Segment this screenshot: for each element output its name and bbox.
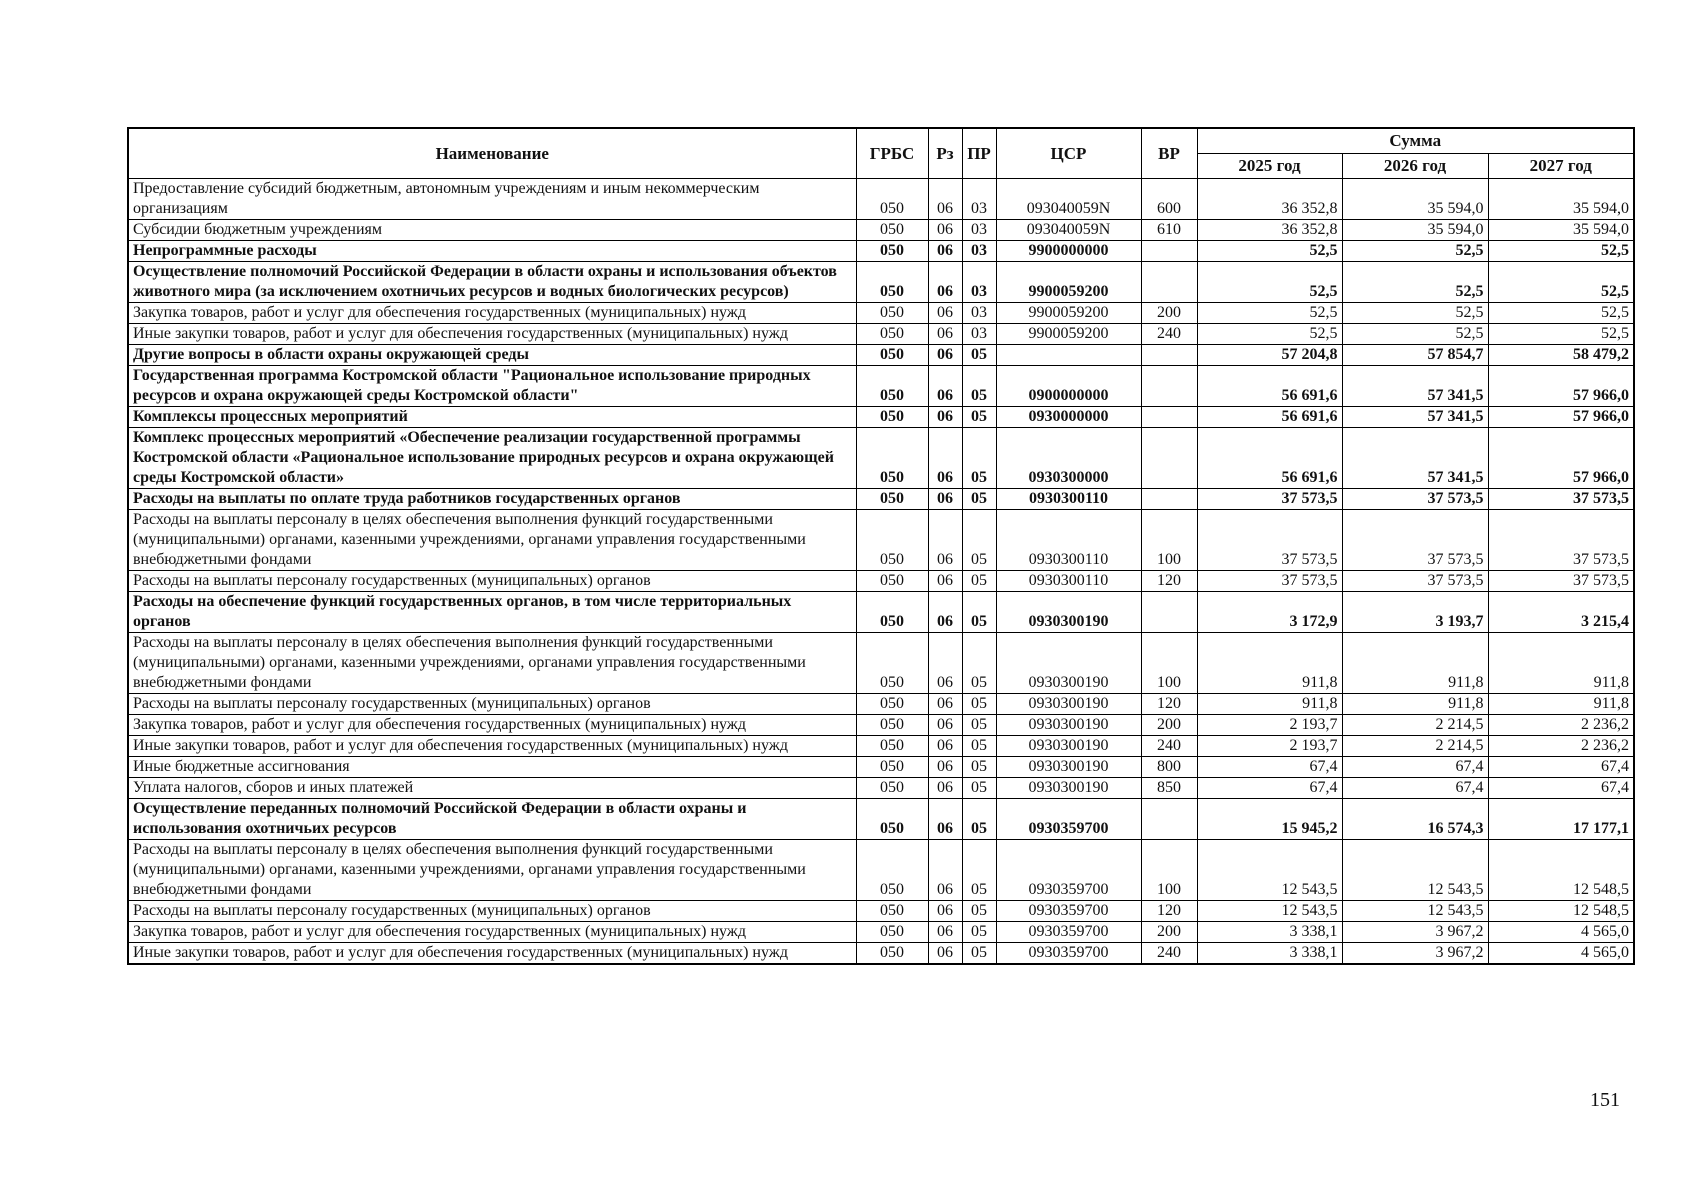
table-row [128,778,1634,799]
table-row [128,633,1634,694]
row-rz: 06 [928,757,962,778]
row-name: Осуществление переданных полномочий Российской Федерации в области охраны и использования охотничьих ресурсов [128,799,856,840]
row-rz: 06 [928,262,962,303]
row-csr: 0930300110 [996,510,1141,571]
row-grbs: 050 [856,799,928,840]
row-pr: 05 [962,736,996,757]
row-sum-2026: 67,4 [1342,778,1488,799]
row-pr: 05 [962,407,996,428]
row-csr: 9900059200 [996,262,1141,303]
row-rz: 06 [928,799,962,840]
row-rz: 06 [928,694,962,715]
row-csr: 0930300190 [996,778,1141,799]
header-year-2025: 2025 год [1197,154,1342,179]
table-row [128,715,1634,736]
row-vr: 600 [1141,179,1197,220]
row-rz: 06 [928,510,962,571]
row-sum-2025: 37 573,5 [1197,571,1342,592]
row-sum-2027: 37 573,5 [1488,571,1634,592]
row-sum-2026: 37 573,5 [1342,510,1488,571]
row-sum-2027: 17 177,1 [1488,799,1634,840]
row-sum-2027: 2 236,2 [1488,736,1634,757]
row-grbs: 050 [856,345,928,366]
table-row [128,736,1634,757]
row-pr: 05 [962,694,996,715]
row-name: Осуществление полномочий Российской Федерации в области охраны и использования объектов животного мира (за исключением охотничьих ресурсов и водных биологических ресурсов) [128,262,856,303]
header-pr: ПР [962,128,996,179]
row-pr: 05 [962,778,996,799]
row-grbs: 050 [856,901,928,922]
row-sum-2026: 35 594,0 [1342,179,1488,220]
header-grbs: ГРБС [856,128,928,179]
row-rz: 06 [928,303,962,324]
row-grbs: 050 [856,694,928,715]
row-sum-2026: 12 543,5 [1342,901,1488,922]
row-sum-2026: 57 341,5 [1342,428,1488,489]
row-rz: 06 [928,715,962,736]
row-sum-2027: 58 479,2 [1488,345,1634,366]
row-vr: 610 [1141,220,1197,241]
row-sum-2025: 12 543,5 [1197,901,1342,922]
row-sum-2025: 3 338,1 [1197,943,1342,965]
row-pr: 05 [962,715,996,736]
table-row [128,840,1634,901]
table-row [128,694,1634,715]
row-grbs: 050 [856,324,928,345]
row-grbs: 050 [856,179,928,220]
row-name: Комплекс процессных мероприятий «Обеспечение реализации государственной программы Костромской области «Рациональное использование природных ресурсов и охрана окружающей среды Костромской области» [128,428,856,489]
row-sum-2026: 57 341,5 [1342,366,1488,407]
table-row [128,324,1634,345]
row-sum-2027: 2 236,2 [1488,715,1634,736]
row-sum-2026: 911,8 [1342,694,1488,715]
page-number: 151 [1590,1089,1620,1111]
row-csr: 0930359700 [996,943,1141,965]
row-sum-2025: 36 352,8 [1197,220,1342,241]
row-name: Иные закупки товаров, работ и услуг для обеспечения государственных (муниципальных) нужд [128,943,856,965]
row-grbs: 050 [856,778,928,799]
row-sum-2026: 12 543,5 [1342,840,1488,901]
row-rz: 06 [928,736,962,757]
row-sum-2025: 37 573,5 [1197,489,1342,510]
row-sum-2025: 52,5 [1197,262,1342,303]
row-name: Расходы на выплаты персоналу в целях обеспечения выполнения функций государственными (муниципальными) органами, казенными учреждениями, органами управления государственными внебюджетными фондами [128,840,856,901]
row-csr: 093040059N [996,179,1141,220]
table-row [128,345,1634,366]
row-sum-2027: 35 594,0 [1488,179,1634,220]
table-row [128,428,1634,489]
table-row [128,592,1634,633]
row-sum-2026: 67,4 [1342,757,1488,778]
row-vr: 100 [1141,840,1197,901]
row-vr [1141,262,1197,303]
row-vr [1141,407,1197,428]
row-csr: 0930300190 [996,715,1141,736]
row-sum-2025: 911,8 [1197,633,1342,694]
row-rz: 06 [928,366,962,407]
row-vr: 200 [1141,922,1197,943]
table-row [128,799,1634,840]
row-name: Комплексы процессных мероприятий [128,407,856,428]
row-name: Предоставление субсидий бюджетным, автономным учреждениям и иным некоммерческим организациям [128,179,856,220]
row-name: Другие вопросы в области охраны окружающей среды [128,345,856,366]
row-pr: 05 [962,366,996,407]
row-grbs: 050 [856,303,928,324]
row-name: Иные бюджетные ассигнования [128,757,856,778]
row-sum-2027: 4 565,0 [1488,943,1634,965]
row-sum-2026: 52,5 [1342,241,1488,262]
row-pr: 03 [962,262,996,303]
row-grbs: 050 [856,736,928,757]
row-csr: 0930300190 [996,757,1141,778]
row-sum-2025: 56 691,6 [1197,366,1342,407]
row-pr: 05 [962,571,996,592]
row-sum-2026: 52,5 [1342,262,1488,303]
row-grbs: 050 [856,943,928,965]
row-pr: 03 [962,324,996,345]
table-row [128,303,1634,324]
row-sum-2027: 57 966,0 [1488,407,1634,428]
row-sum-2025: 57 204,8 [1197,345,1342,366]
row-csr: 0930300000 [996,428,1141,489]
row-name: Иные закупки товаров, работ и услуг для обеспечения государственных (муниципальных) нужд [128,324,856,345]
row-sum-2027: 52,5 [1488,303,1634,324]
row-grbs: 050 [856,262,928,303]
row-csr: 0930359700 [996,901,1141,922]
row-grbs: 050 [856,220,928,241]
table-row [128,757,1634,778]
row-pr: 05 [962,510,996,571]
row-vr: 800 [1141,757,1197,778]
row-pr: 03 [962,303,996,324]
row-rz: 06 [928,179,962,220]
table-row [128,922,1634,943]
row-name: Расходы на выплаты персоналу государственных (муниципальных) органов [128,901,856,922]
row-rz: 06 [928,778,962,799]
row-sum-2027: 12 548,5 [1488,840,1634,901]
row-sum-2026: 911,8 [1342,633,1488,694]
row-sum-2027: 57 966,0 [1488,366,1634,407]
row-sum-2027: 12 548,5 [1488,901,1634,922]
row-vr: 240 [1141,324,1197,345]
row-vr: 850 [1141,778,1197,799]
row-name: Уплата налогов, сборов и иных платежей [128,778,856,799]
table-body [128,179,1634,965]
row-pr: 03 [962,179,996,220]
row-sum-2025: 52,5 [1197,303,1342,324]
row-csr: 0930359700 [996,922,1141,943]
row-sum-2025: 52,5 [1197,324,1342,345]
row-rz: 06 [928,571,962,592]
row-sum-2026: 37 573,5 [1342,489,1488,510]
row-sum-2027: 35 594,0 [1488,220,1634,241]
row-vr: 200 [1141,303,1197,324]
row-grbs: 050 [856,510,928,571]
table-row [128,943,1634,965]
row-rz: 06 [928,241,962,262]
row-vr: 120 [1141,901,1197,922]
row-sum-2025: 67,4 [1197,778,1342,799]
row-sum-2027: 57 966,0 [1488,428,1634,489]
row-vr [1141,428,1197,489]
row-csr: 0930300110 [996,571,1141,592]
row-sum-2025: 911,8 [1197,694,1342,715]
table-row [128,571,1634,592]
row-rz: 06 [928,428,962,489]
table-row [128,241,1634,262]
row-rz: 06 [928,407,962,428]
row-pr: 05 [962,840,996,901]
row-csr: 0930300190 [996,736,1141,757]
header-sum: Сумма [1197,128,1634,154]
row-pr: 05 [962,799,996,840]
row-vr: 120 [1141,571,1197,592]
table-row [128,407,1634,428]
row-sum-2027: 37 573,5 [1488,510,1634,571]
row-sum-2027: 37 573,5 [1488,489,1634,510]
row-csr: 0930300190 [996,633,1141,694]
table-row [128,510,1634,571]
table-row [128,901,1634,922]
row-grbs: 050 [856,489,928,510]
row-sum-2025: 3 338,1 [1197,922,1342,943]
row-sum-2027: 52,5 [1488,324,1634,345]
row-vr: 240 [1141,943,1197,965]
row-sum-2027: 3 215,4 [1488,592,1634,633]
row-csr: 0930359700 [996,840,1141,901]
row-rz: 06 [928,943,962,965]
row-sum-2026: 3 967,2 [1342,943,1488,965]
row-sum-2025: 36 352,8 [1197,179,1342,220]
row-csr: 9900000000 [996,241,1141,262]
row-vr [1141,592,1197,633]
row-pr: 03 [962,241,996,262]
row-vr [1141,345,1197,366]
budget-table-container [127,127,1633,965]
row-vr [1141,241,1197,262]
row-csr: 0930300110 [996,489,1141,510]
row-name: Закупка товаров, работ и услуг для обеспечения государственных (муниципальных) нужд [128,715,856,736]
row-pr: 05 [962,489,996,510]
row-rz: 06 [928,324,962,345]
row-pr: 05 [962,345,996,366]
row-csr: 9900059200 [996,303,1141,324]
row-pr: 05 [962,943,996,965]
row-vr: 200 [1141,715,1197,736]
row-sum-2025: 67,4 [1197,757,1342,778]
row-pr: 05 [962,922,996,943]
header-vr: ВР [1141,128,1197,179]
row-rz: 06 [928,901,962,922]
row-sum-2026: 52,5 [1342,324,1488,345]
row-sum-2025: 15 945,2 [1197,799,1342,840]
row-sum-2026: 37 573,5 [1342,571,1488,592]
header-year-2026: 2026 год [1342,154,1488,179]
row-sum-2026: 57 341,5 [1342,407,1488,428]
row-name: Субсидии бюджетным учреждениям [128,220,856,241]
row-csr: 9900059200 [996,324,1141,345]
row-sum-2025: 3 172,9 [1197,592,1342,633]
row-sum-2025: 52,5 [1197,241,1342,262]
row-name: Закупка товаров, работ и услуг для обеспечения государственных (муниципальных) нужд [128,922,856,943]
row-sum-2025: 56 691,6 [1197,407,1342,428]
row-sum-2027: 52,5 [1488,262,1634,303]
row-name: Расходы на выплаты персоналу в целях обеспечения выполнения функций государственными (муниципальными) органами, казенными учреждениями, органами управления государственными внебюджетными фондами [128,633,856,694]
table-row [128,220,1634,241]
row-grbs: 050 [856,407,928,428]
row-grbs: 050 [856,715,928,736]
header-rz: Рз [928,128,962,179]
row-sum-2025: 2 193,7 [1197,736,1342,757]
row-grbs: 050 [856,366,928,407]
row-csr: 093040059N [996,220,1141,241]
row-sum-2026: 2 214,5 [1342,736,1488,757]
row-rz: 06 [928,840,962,901]
row-csr: 0930300190 [996,592,1141,633]
row-vr [1141,489,1197,510]
row-sum-2025: 2 193,7 [1197,715,1342,736]
row-sum-2026: 52,5 [1342,303,1488,324]
row-pr: 05 [962,633,996,694]
row-rz: 06 [928,633,962,694]
row-csr: 0930300190 [996,694,1141,715]
row-vr: 100 [1141,510,1197,571]
row-name: Расходы на выплаты персоналу в целях обеспечения выполнения функций государственными (муниципальными) органами, казенными учреждениями, органами управления государственными внебюджетными фондами [128,510,856,571]
row-sum-2025: 12 543,5 [1197,840,1342,901]
row-vr: 120 [1141,694,1197,715]
table-row [128,366,1634,407]
row-pr: 05 [962,901,996,922]
row-grbs: 050 [856,633,928,694]
row-grbs: 050 [856,571,928,592]
row-name: Государственная программа Костромской области "Рациональное использование природных ресурсов и охрана окружающей среды Костромской области" [128,366,856,407]
row-vr [1141,366,1197,407]
row-pr: 05 [962,428,996,489]
row-csr: 0900000000 [996,366,1141,407]
header-year-2027: 2027 год [1488,154,1634,179]
row-sum-2027: 4 565,0 [1488,922,1634,943]
row-sum-2027: 52,5 [1488,241,1634,262]
budget-table [127,127,1635,965]
row-csr: 0930000000 [996,407,1141,428]
row-sum-2026: 2 214,5 [1342,715,1488,736]
row-grbs: 050 [856,757,928,778]
row-vr [1141,799,1197,840]
row-name: Иные закупки товаров, работ и услуг для обеспечения государственных (муниципальных) нужд [128,736,856,757]
row-vr: 240 [1141,736,1197,757]
row-name: Расходы на выплаты персоналу государственных (муниципальных) органов [128,571,856,592]
row-sum-2026: 3 193,7 [1342,592,1488,633]
row-pr: 05 [962,757,996,778]
row-sum-2025: 37 573,5 [1197,510,1342,571]
row-sum-2027: 911,8 [1488,694,1634,715]
row-name: Расходы на выплаты персоналу государственных (муниципальных) органов [128,694,856,715]
row-rz: 06 [928,220,962,241]
header-csr: ЦСР [996,128,1141,179]
row-grbs: 050 [856,241,928,262]
row-sum-2027: 911,8 [1488,633,1634,694]
row-sum-2027: 67,4 [1488,757,1634,778]
row-grbs: 050 [856,840,928,901]
row-vr: 100 [1141,633,1197,694]
table-row [128,262,1634,303]
row-sum-2026: 57 854,7 [1342,345,1488,366]
header-name: Наименование [128,128,856,179]
row-name: Непрограммные расходы [128,241,856,262]
table-row [128,179,1634,220]
row-sum-2026: 16 574,3 [1342,799,1488,840]
row-csr [996,345,1141,366]
row-rz: 06 [928,592,962,633]
row-pr: 05 [962,592,996,633]
row-name: Расходы на обеспечение функций государственных органов, в том числе территориальных органов [128,592,856,633]
row-sum-2026: 35 594,0 [1342,220,1488,241]
row-rz: 06 [928,345,962,366]
row-grbs: 050 [856,922,928,943]
row-csr: 0930359700 [996,799,1141,840]
row-sum-2027: 67,4 [1488,778,1634,799]
row-sum-2026: 3 967,2 [1342,922,1488,943]
row-grbs: 050 [856,592,928,633]
row-name: Расходы на выплаты по оплате труда работников государственных органов [128,489,856,510]
row-grbs: 050 [856,428,928,489]
row-rz: 06 [928,489,962,510]
row-pr: 03 [962,220,996,241]
row-name: Закупка товаров, работ и услуг для обеспечения государственных (муниципальных) нужд [128,303,856,324]
row-rz: 06 [928,922,962,943]
table-row [128,489,1634,510]
row-sum-2025: 56 691,6 [1197,428,1342,489]
